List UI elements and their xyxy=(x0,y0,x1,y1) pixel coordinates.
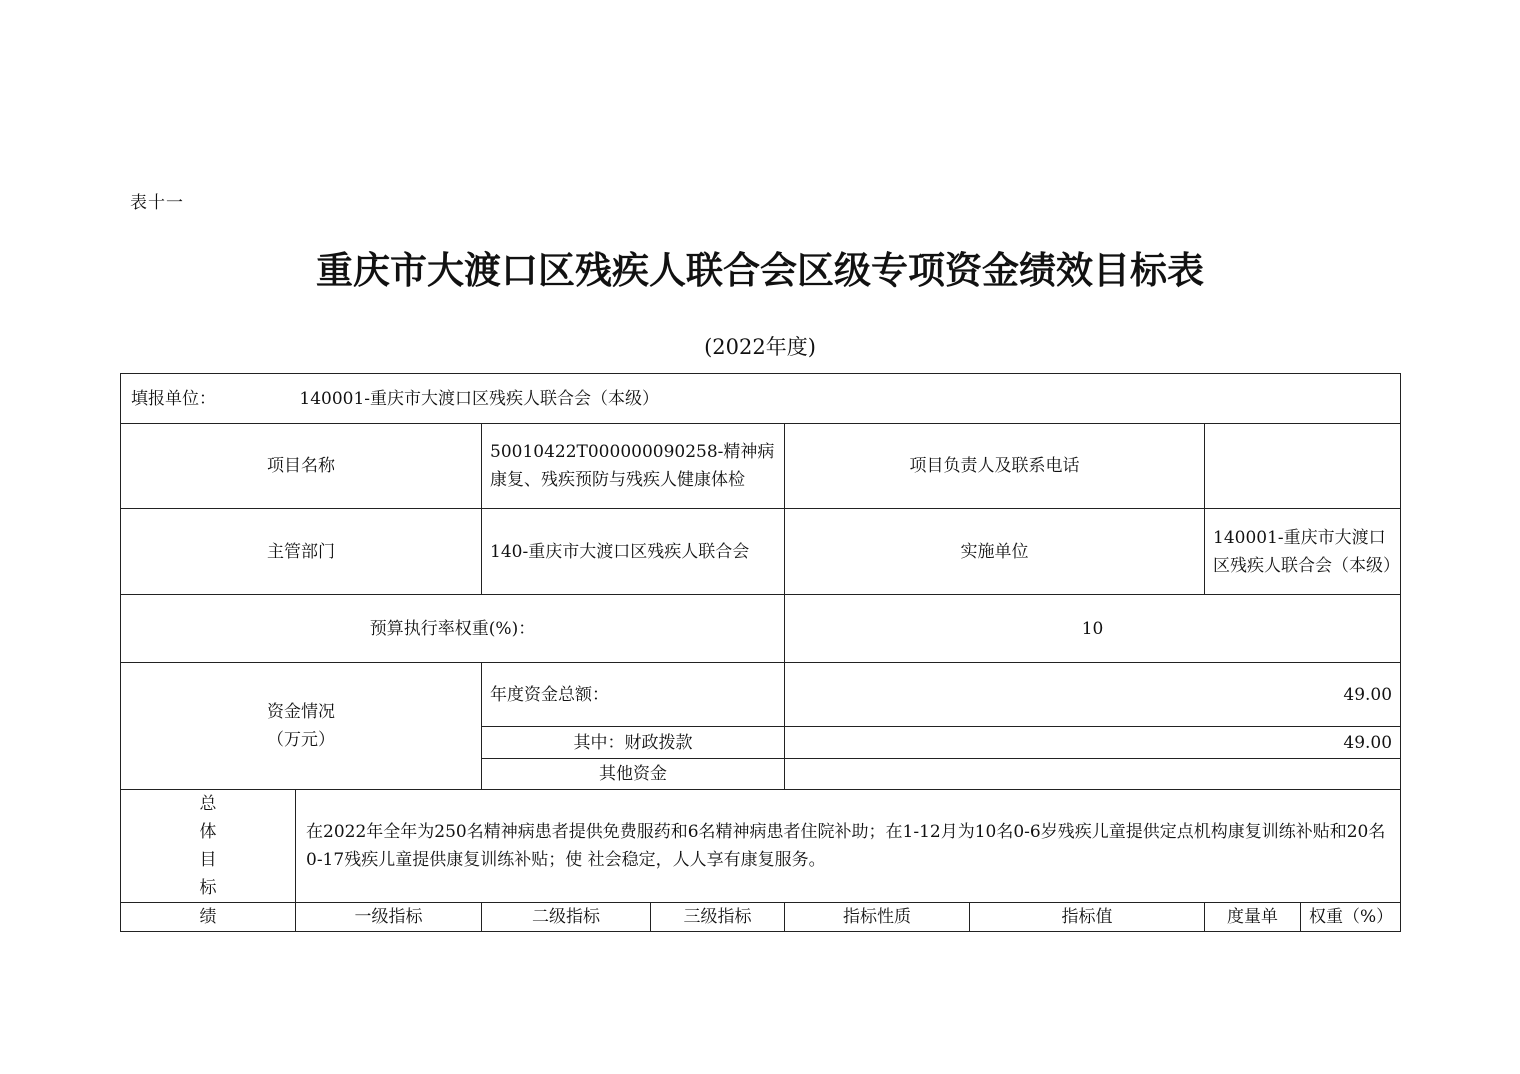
fiscal-funds-label: 其中：财政拨款 xyxy=(482,727,785,759)
project-contact-label: 项目负责人及联系电话 xyxy=(785,424,1205,509)
overall-goal-text: 在2022年全年为250名精神病患者提供免费服药和6名精神病患者住院补助；在1-12月为10名0-6岁残疾儿童提供定点机构康复训练补贴和20名0-17残疾儿童提供康复训练补贴；使 社会稳定，人人享有康复服务。 xyxy=(296,790,1401,903)
project-contact-value xyxy=(1205,424,1401,509)
funds-label xyxy=(121,663,482,790)
project-name-label: 项目名称 xyxy=(121,424,482,509)
implementing-unit-label: 实施单位 xyxy=(785,509,1205,595)
budget-rate-row xyxy=(121,595,1401,663)
overall-goal-label xyxy=(121,790,296,903)
reporting-unit-label: 填报单位： xyxy=(131,388,216,409)
project-name-value: 50010422T000000090258-精神病康复、残疾预防与残疾人健康体检 xyxy=(482,424,785,509)
funds-label-line2: （万元） xyxy=(267,730,335,750)
document-year: (2022年度) xyxy=(704,335,816,359)
indicators-header-level1: 一级指标 xyxy=(296,903,482,932)
department-label: 主管部门 xyxy=(121,509,482,595)
document-title: 重庆市大渡口区残疾人联合会区级专项资金绩效目标表 xyxy=(316,249,1204,292)
indicators-header-perf: 绩 xyxy=(121,903,296,932)
indicators-header-nature: 指标性质 xyxy=(785,903,970,932)
indicators-header-unit: 度量单 xyxy=(1205,903,1301,932)
fiscal-funds-value: 49.00 xyxy=(785,727,1401,759)
other-funds-value xyxy=(785,759,1401,790)
reporting-unit-value: 140001-重庆市大渡口区残疾人联合会（本级） xyxy=(299,388,660,409)
indicators-header-level3: 三级指标 xyxy=(651,903,785,932)
annual-funds-label: 年度资金总额： xyxy=(482,663,785,727)
implementing-unit-value: 140001-重庆市大渡口区残疾人联合会（本级） xyxy=(1205,509,1401,595)
overall-goal-char: 标 xyxy=(199,878,217,898)
table-number: 表十一 xyxy=(130,193,184,213)
overall-goal-char: 总 xyxy=(199,794,217,814)
budget-rate-value: 10 xyxy=(785,595,1401,663)
department-row xyxy=(121,509,1401,595)
overall-goal-row xyxy=(121,790,1401,903)
overall-goal-char: 体 xyxy=(199,822,217,842)
funds-total-row xyxy=(121,663,1401,727)
other-funds-label: 其他资金 xyxy=(482,759,785,790)
indicators-header-level2: 二级指标 xyxy=(482,903,651,932)
department-value: 140-重庆市大渡口区残疾人联合会 xyxy=(482,509,785,595)
project-row xyxy=(121,424,1401,509)
reporting-unit-row xyxy=(121,374,1401,424)
indicators-header-value: 指标值 xyxy=(970,903,1205,932)
annual-funds-value: 49.00 xyxy=(785,663,1401,727)
indicators-header-weight: 权重（%） xyxy=(1301,903,1401,932)
budget-rate-label: 预算执行率权重(%)： xyxy=(121,595,785,663)
funds-label-line1: 资金情况 xyxy=(267,702,335,722)
indicators-header-row xyxy=(121,903,1401,932)
performance-target-table xyxy=(120,373,1401,932)
overall-goal-char: 目 xyxy=(199,850,217,870)
